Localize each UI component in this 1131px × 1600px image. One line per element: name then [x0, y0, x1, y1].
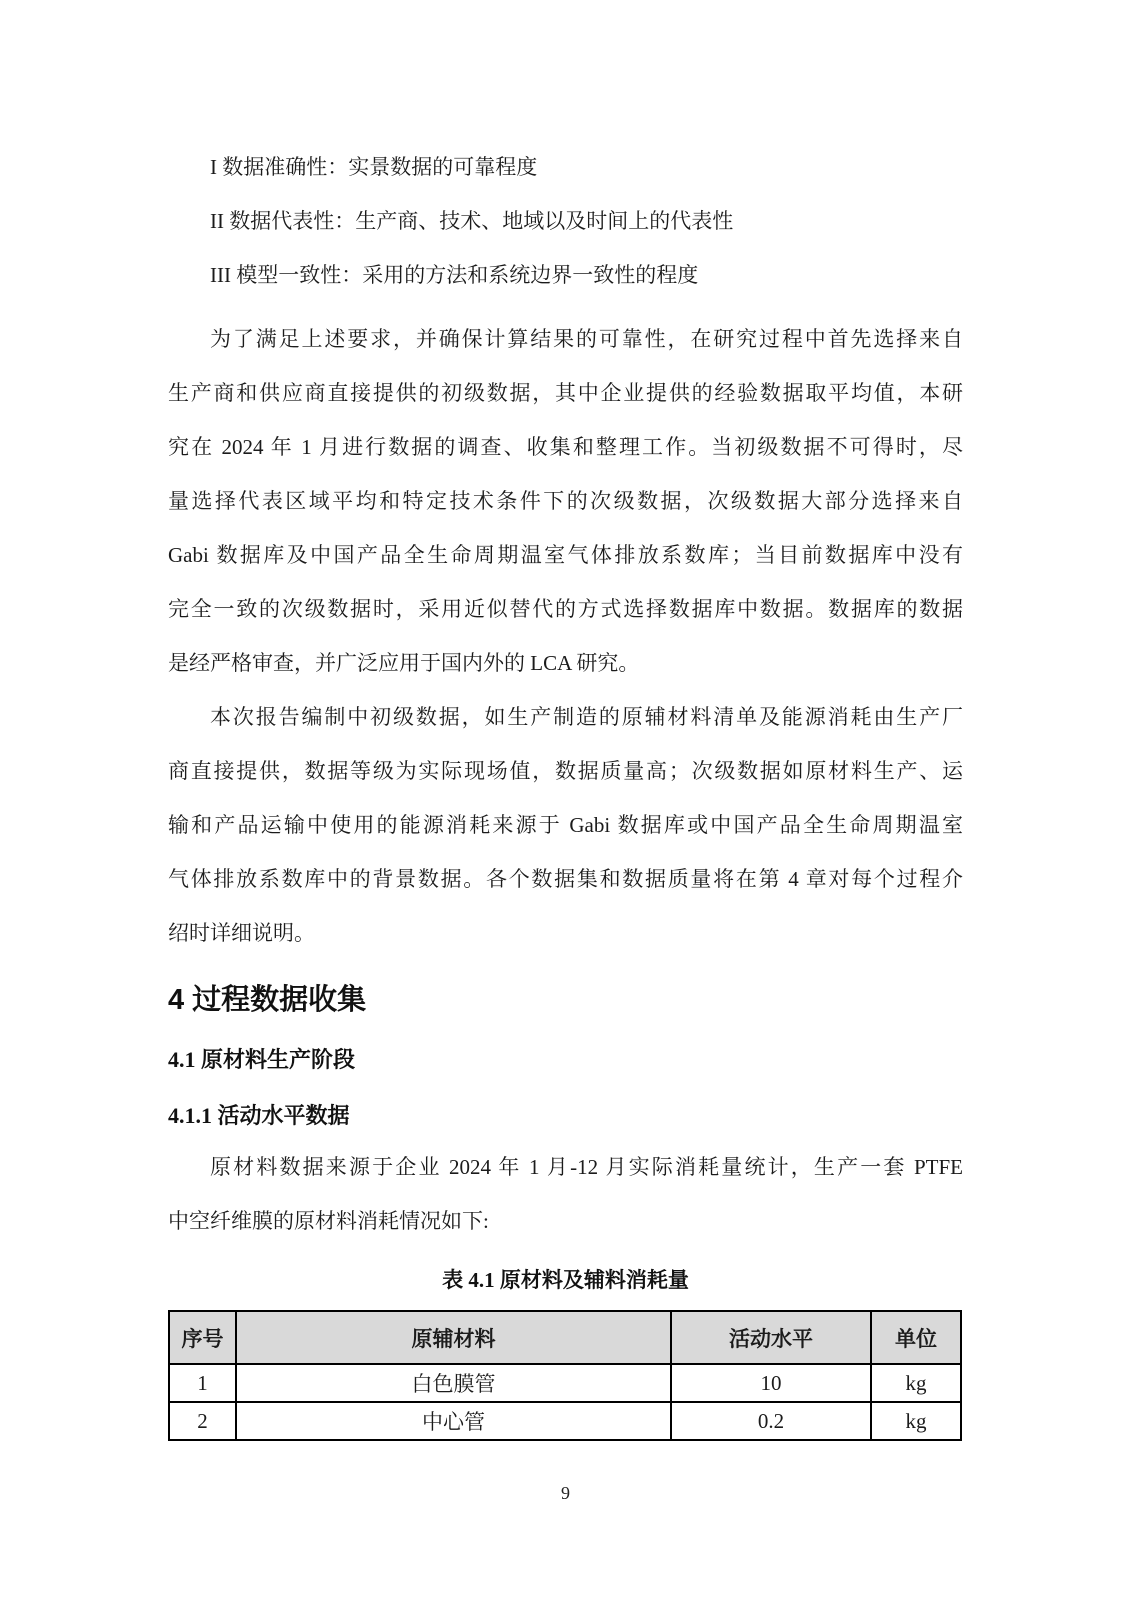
- cell-activity-level: 10: [671, 1364, 871, 1402]
- paragraph-line: 完全一致的次级数据时，采用近似替代的方式选择数据库中数据。数据库的数据: [168, 597, 963, 621]
- table-header-index: 序号: [169, 1311, 236, 1364]
- table-row: [169, 1402, 961, 1440]
- table-row: [169, 1364, 961, 1402]
- paragraph-raw-material: [168, 1140, 963, 1248]
- paragraph-line: 输和产品运输中使用的能源消耗来源于 Gabi 数据库或中国产品全生命周期温室: [168, 813, 963, 837]
- paragraph-line: 本次报告编制中初级数据，如生产制造的原辅材料清单及能源消耗由生产厂: [210, 705, 963, 729]
- materials-consumption-table: [168, 1310, 962, 1441]
- quality-item-representativeness: II 数据代表性：生产商、技术、地域以及时间上的代表性: [210, 209, 734, 233]
- paragraph-line: 生产商和供应商直接提供的初级数据，其中企业提供的经验数据取平均值，本研: [168, 381, 963, 405]
- quality-criteria-list: [168, 140, 963, 302]
- cell-unit: kg: [871, 1364, 961, 1402]
- paragraph-line: 商直接提供，数据等级为实际现场值，数据质量高；次级数据如原材料生产、运: [168, 759, 963, 783]
- paragraph-line: 究在 2024 年 1 月进行数据的调查、收集和整理工作。当初级数据不可得时，尽: [168, 435, 963, 459]
- subsection-heading-4-1: 4.1 原材料生产阶段: [168, 1047, 356, 1072]
- cell-unit: kg: [871, 1402, 961, 1440]
- paragraph-data-sources: [168, 312, 963, 690]
- quality-item-accuracy: I 数据准确性：实景数据的可靠程度: [210, 155, 538, 179]
- cell-material: 白色膜管: [236, 1364, 671, 1402]
- paragraph-line: Gabi 数据库及中国产品全生命周期温室气体排放系数库；当目前数据库中没有: [168, 543, 963, 567]
- cell-index: 2: [169, 1402, 236, 1440]
- quality-item-consistency: III 模型一致性：采用的方法和系统边界一致性的程度: [210, 263, 699, 287]
- paragraph-line: 绍时详细说明。: [168, 921, 315, 945]
- table-header-unit: 单位: [871, 1311, 961, 1364]
- paragraph-line: 原材料数据来源于企业 2024 年 1 月-12 月实际消耗量统计，生产一套 PTFE: [210, 1155, 963, 1179]
- page-number: 9: [561, 1483, 570, 1503]
- section-heading-4: 4 过程数据收集: [168, 984, 367, 1016]
- table-header-row: [169, 1311, 961, 1364]
- table-caption: 表 4.1 原材料及辅料消耗量: [442, 1268, 689, 1292]
- table-header-activity-level: 活动水平: [671, 1311, 871, 1364]
- paragraph-line: 中空纤维膜的原材料消耗情况如下:: [168, 1209, 489, 1233]
- paragraph-line: 气体排放系数库中的背景数据。各个数据集和数据质量将在第 4 章对每个过程介: [168, 867, 963, 891]
- paragraph-line: 是经严格审查，并广泛应用于国内外的 LCA 研究。: [168, 651, 640, 675]
- paragraph-line: 为了满足上述要求，并确保计算结果的可靠性，在研究过程中首先选择来自: [210, 327, 963, 351]
- paragraph-primary-data: [168, 690, 963, 960]
- paragraph-line: 量选择代表区域平均和特定技术条件下的次级数据，次级数据大部分选择来自: [168, 489, 963, 513]
- cell-activity-level: 0.2: [671, 1402, 871, 1440]
- table-header-material: 原辅材料: [236, 1311, 671, 1364]
- subsubsection-heading-4-1-1: 4.1.1 活动水平数据: [168, 1103, 350, 1128]
- cell-index: 1: [169, 1364, 236, 1402]
- cell-material: 中心管: [236, 1402, 671, 1440]
